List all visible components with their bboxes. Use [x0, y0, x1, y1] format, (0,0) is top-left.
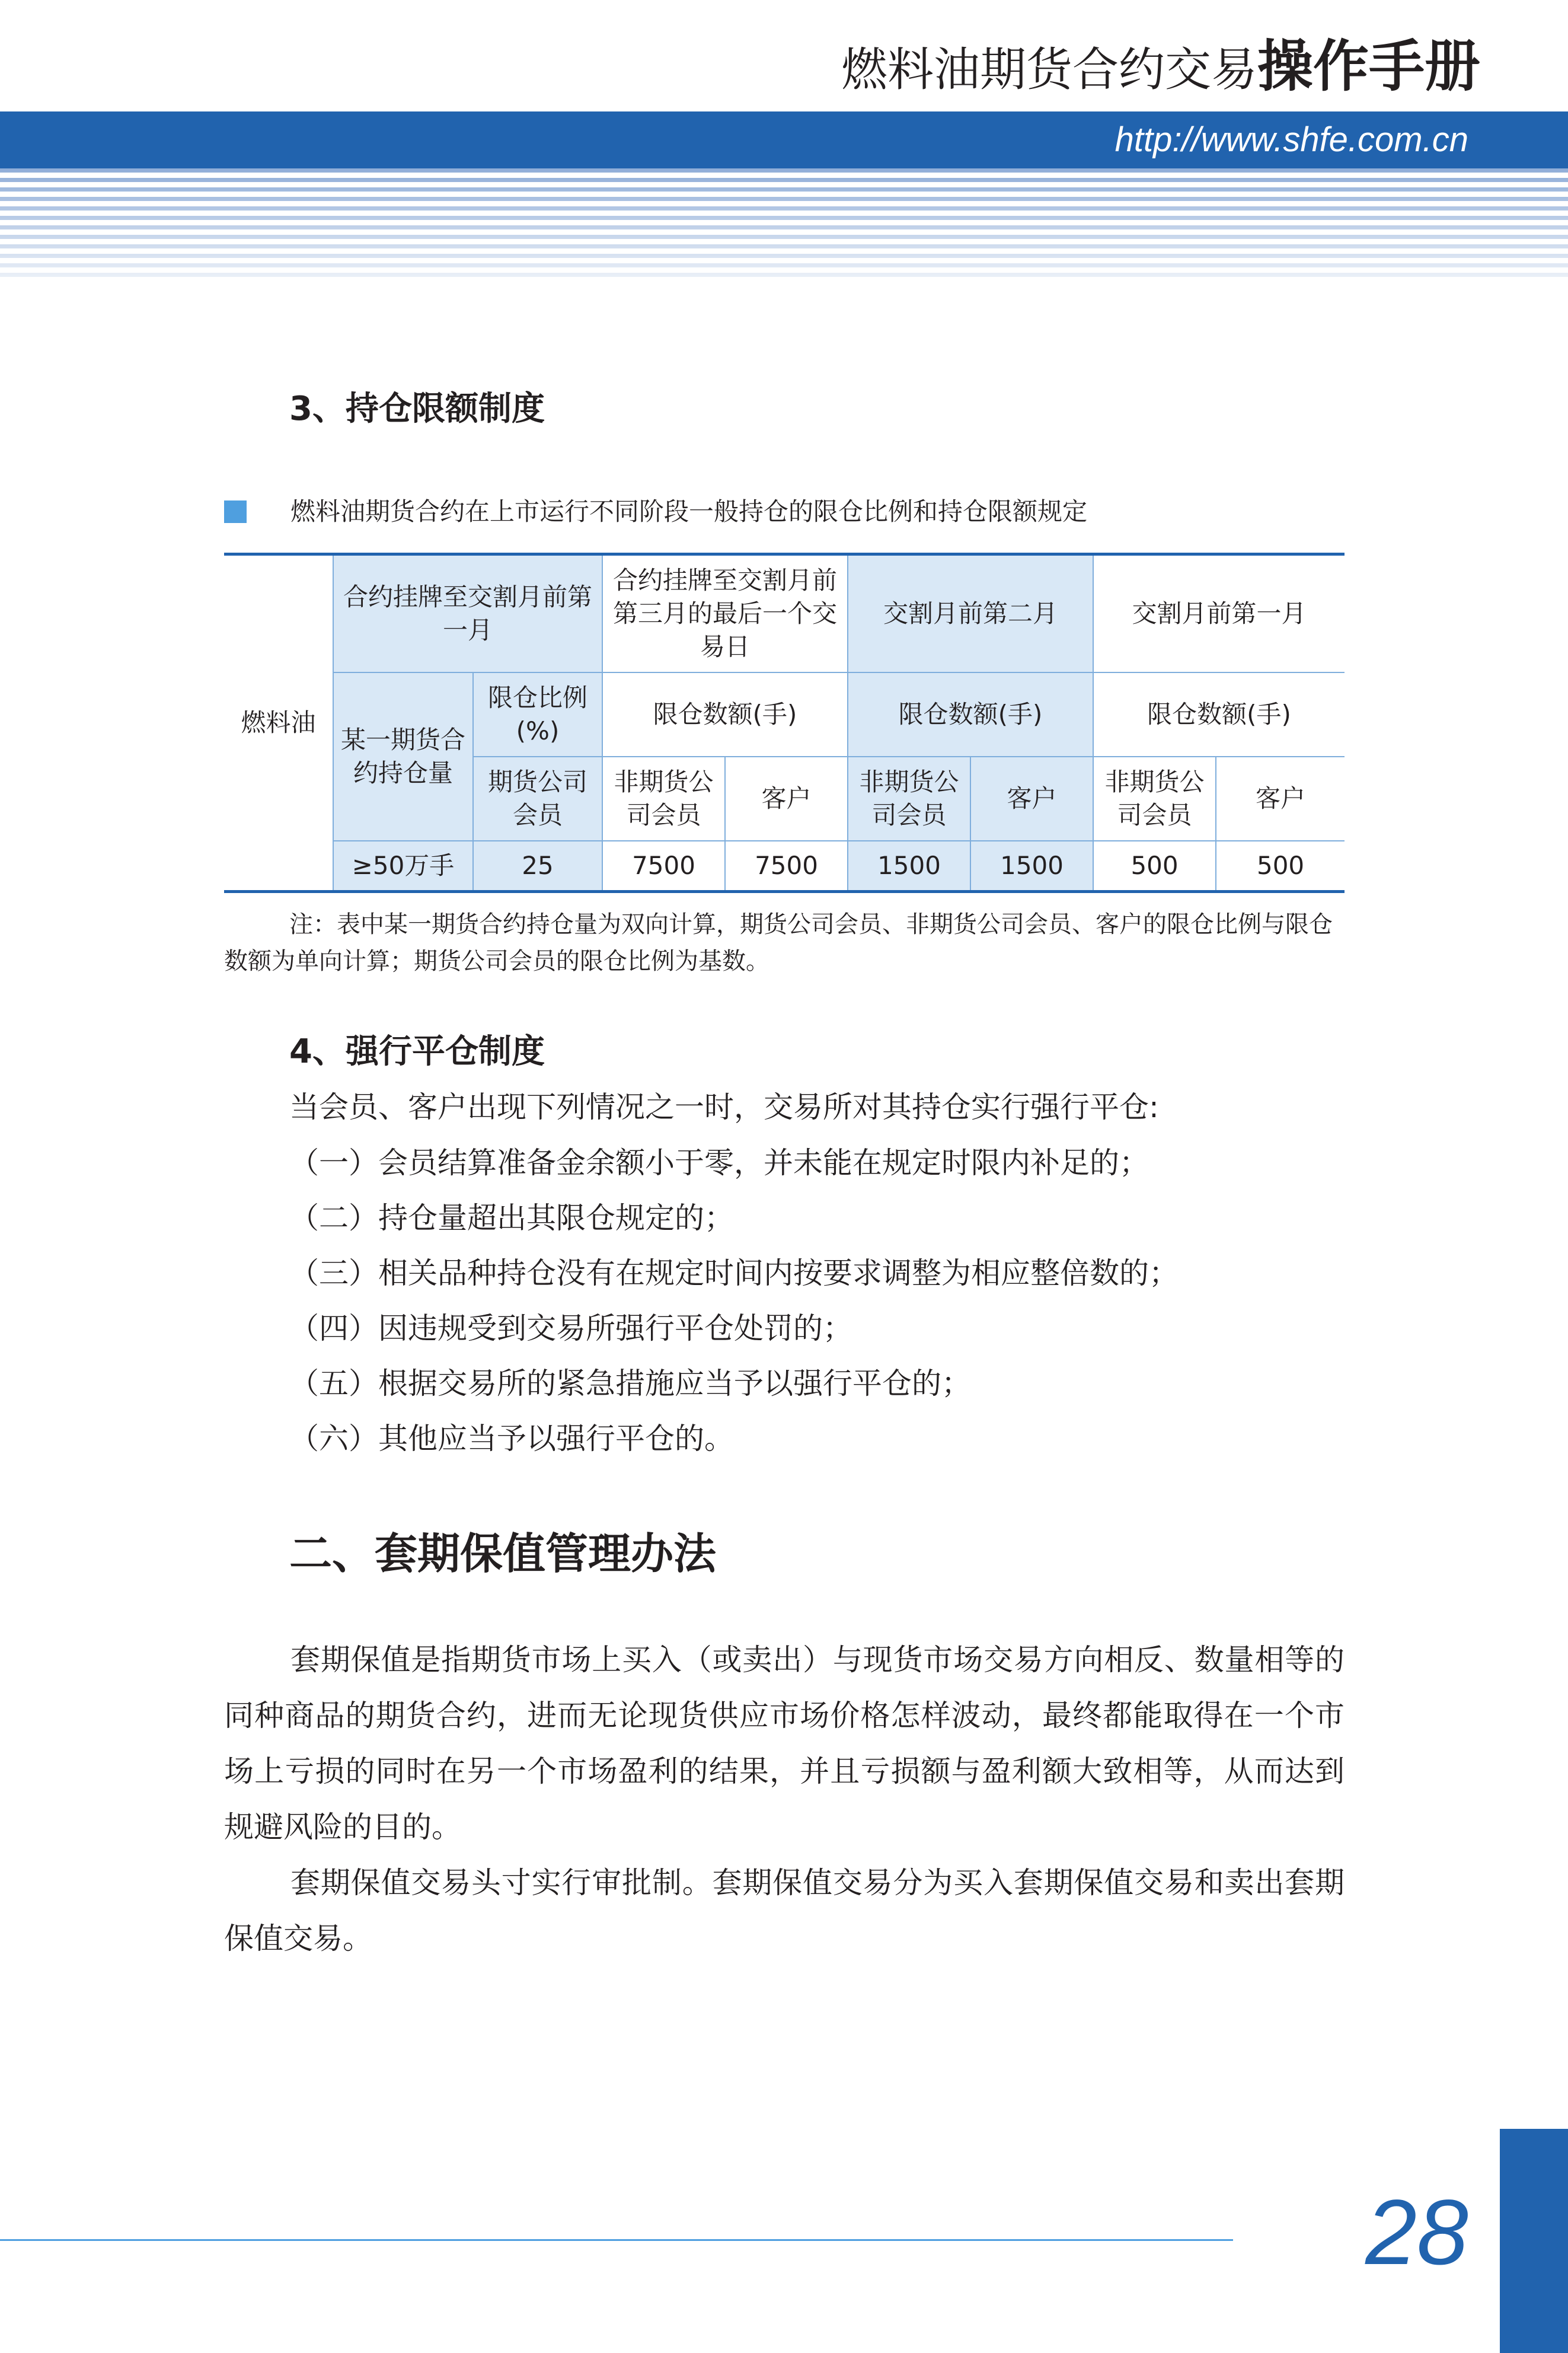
limit-header-stage4: 限仓数额(手) — [1093, 672, 1345, 757]
non-member-header-stage4: 非期货公司会员 — [1093, 757, 1216, 841]
header-title — [841, 34, 1480, 100]
data-cell-ratio: 25 — [473, 841, 602, 892]
chapter2-heading: 二、套期保值管理办法 — [289, 1529, 717, 1579]
list-item: （四）因违规受到交易所强行平仓处罚的； — [289, 1311, 852, 1346]
col-header-stage2: 合约挂牌至交割月前第三月的最后一个交易日 — [602, 554, 848, 673]
open-interest-header: 某一期货合约持仓量 — [333, 672, 473, 841]
header-title-strong: 操作手册 — [1257, 34, 1480, 99]
chapter2-body — [224, 1632, 1345, 1966]
caption-bullet-icon — [224, 500, 247, 523]
limit-header-stage3: 限仓数额(手) — [848, 672, 1093, 757]
section3-heading: 3、持仓限额制度 — [289, 390, 545, 428]
list-item: （一）会员结算准备金余额小于零，并未能在规定时限内补足的； — [289, 1146, 1149, 1180]
position-limit-table — [224, 553, 1345, 893]
data-cell-stage3-non-member: 1500 — [848, 841, 970, 892]
footer-rule — [0, 2239, 1233, 2241]
section4-intro: 当会员、客户出现下列情况之一时，交易所对其持仓实行强行平仓: — [289, 1090, 1159, 1124]
data-cell-open-interest: ≥50万手 — [333, 841, 473, 892]
data-cell-stage4-client: 500 — [1216, 841, 1345, 892]
list-item: （五）根据交易所的紧急措施应当予以强行平仓的； — [289, 1366, 971, 1401]
member-header: 期货公司会员 — [473, 757, 602, 841]
header-stripes — [0, 168, 1568, 281]
non-member-header-stage3: 非期货公司会员 — [848, 757, 970, 841]
col-header-stage3: 交割月前第二月 — [848, 554, 1093, 673]
table-note: 注：表中某一期货合约持仓量为双向计算，期货公司会员、非期货公司会员、客户的限仓比例与限仓数额为单向计算；期货公司会员的限仓比例为基数。 — [224, 911, 1333, 975]
client-header-stage4: 客户 — [1216, 757, 1345, 841]
section4-heading: 4、强行平仓制度 — [289, 1032, 545, 1071]
data-cell-stage3-client: 1500 — [970, 841, 1093, 892]
paragraph: 套期保值交易头寸实行审批制。套期保值交易分为买入套期保值交易和卖出套期保值交易。 — [224, 1866, 1345, 1956]
data-cell-stage2-non-member: 7500 — [602, 841, 725, 892]
header-title-prefix: 燃料油期货合约交易 — [841, 43, 1257, 97]
col-header-stage1: 合约挂牌至交割月前第一月 — [333, 554, 602, 673]
ratio-header: 限仓比例(%) — [473, 672, 602, 757]
data-cell-stage4-non-member: 500 — [1093, 841, 1216, 892]
product-cell: 燃料油 — [224, 554, 333, 892]
non-member-header-stage2: 非期货公司会员 — [602, 757, 725, 841]
col-header-stage4: 交割月前第一月 — [1093, 554, 1345, 673]
list-item: （六）其他应当予以强行平仓的。 — [289, 1421, 734, 1456]
client-header-stage2: 客户 — [725, 757, 848, 841]
list-item: （二）持仓量超出其限仓规定的； — [289, 1201, 734, 1235]
header-url[interactable]: http://www.shfe.com.cn — [1114, 120, 1468, 159]
footer-accent-bar — [1500, 2129, 1568, 2353]
list-item: （三）相关品种持仓没有在规定时间内按要求调整为相应整倍数的； — [289, 1256, 1179, 1290]
page-number: 28 — [1365, 2181, 1468, 2284]
paragraph: 套期保值是指期货市场上买入（或卖出）与现货市场交易方向相反、数量相等的同种商品的期货合约，进而无论现货供应市场价格怎样波动，最终都能取得在一个市场上亏损的同时在另一个市场盈利的结果，并且亏损额与盈利额大致相等，从而达到规避风险的目的。 — [224, 1643, 1345, 1844]
data-cell-stage2-client: 7500 — [725, 841, 848, 892]
table-caption: 燃料油期货合约在上市运行不同阶段一般持仓的限仓比例和持仓限额规定 — [290, 497, 1088, 526]
client-header-stage3: 客户 — [970, 757, 1093, 841]
limit-header-stage2: 限仓数额(手) — [602, 672, 848, 757]
